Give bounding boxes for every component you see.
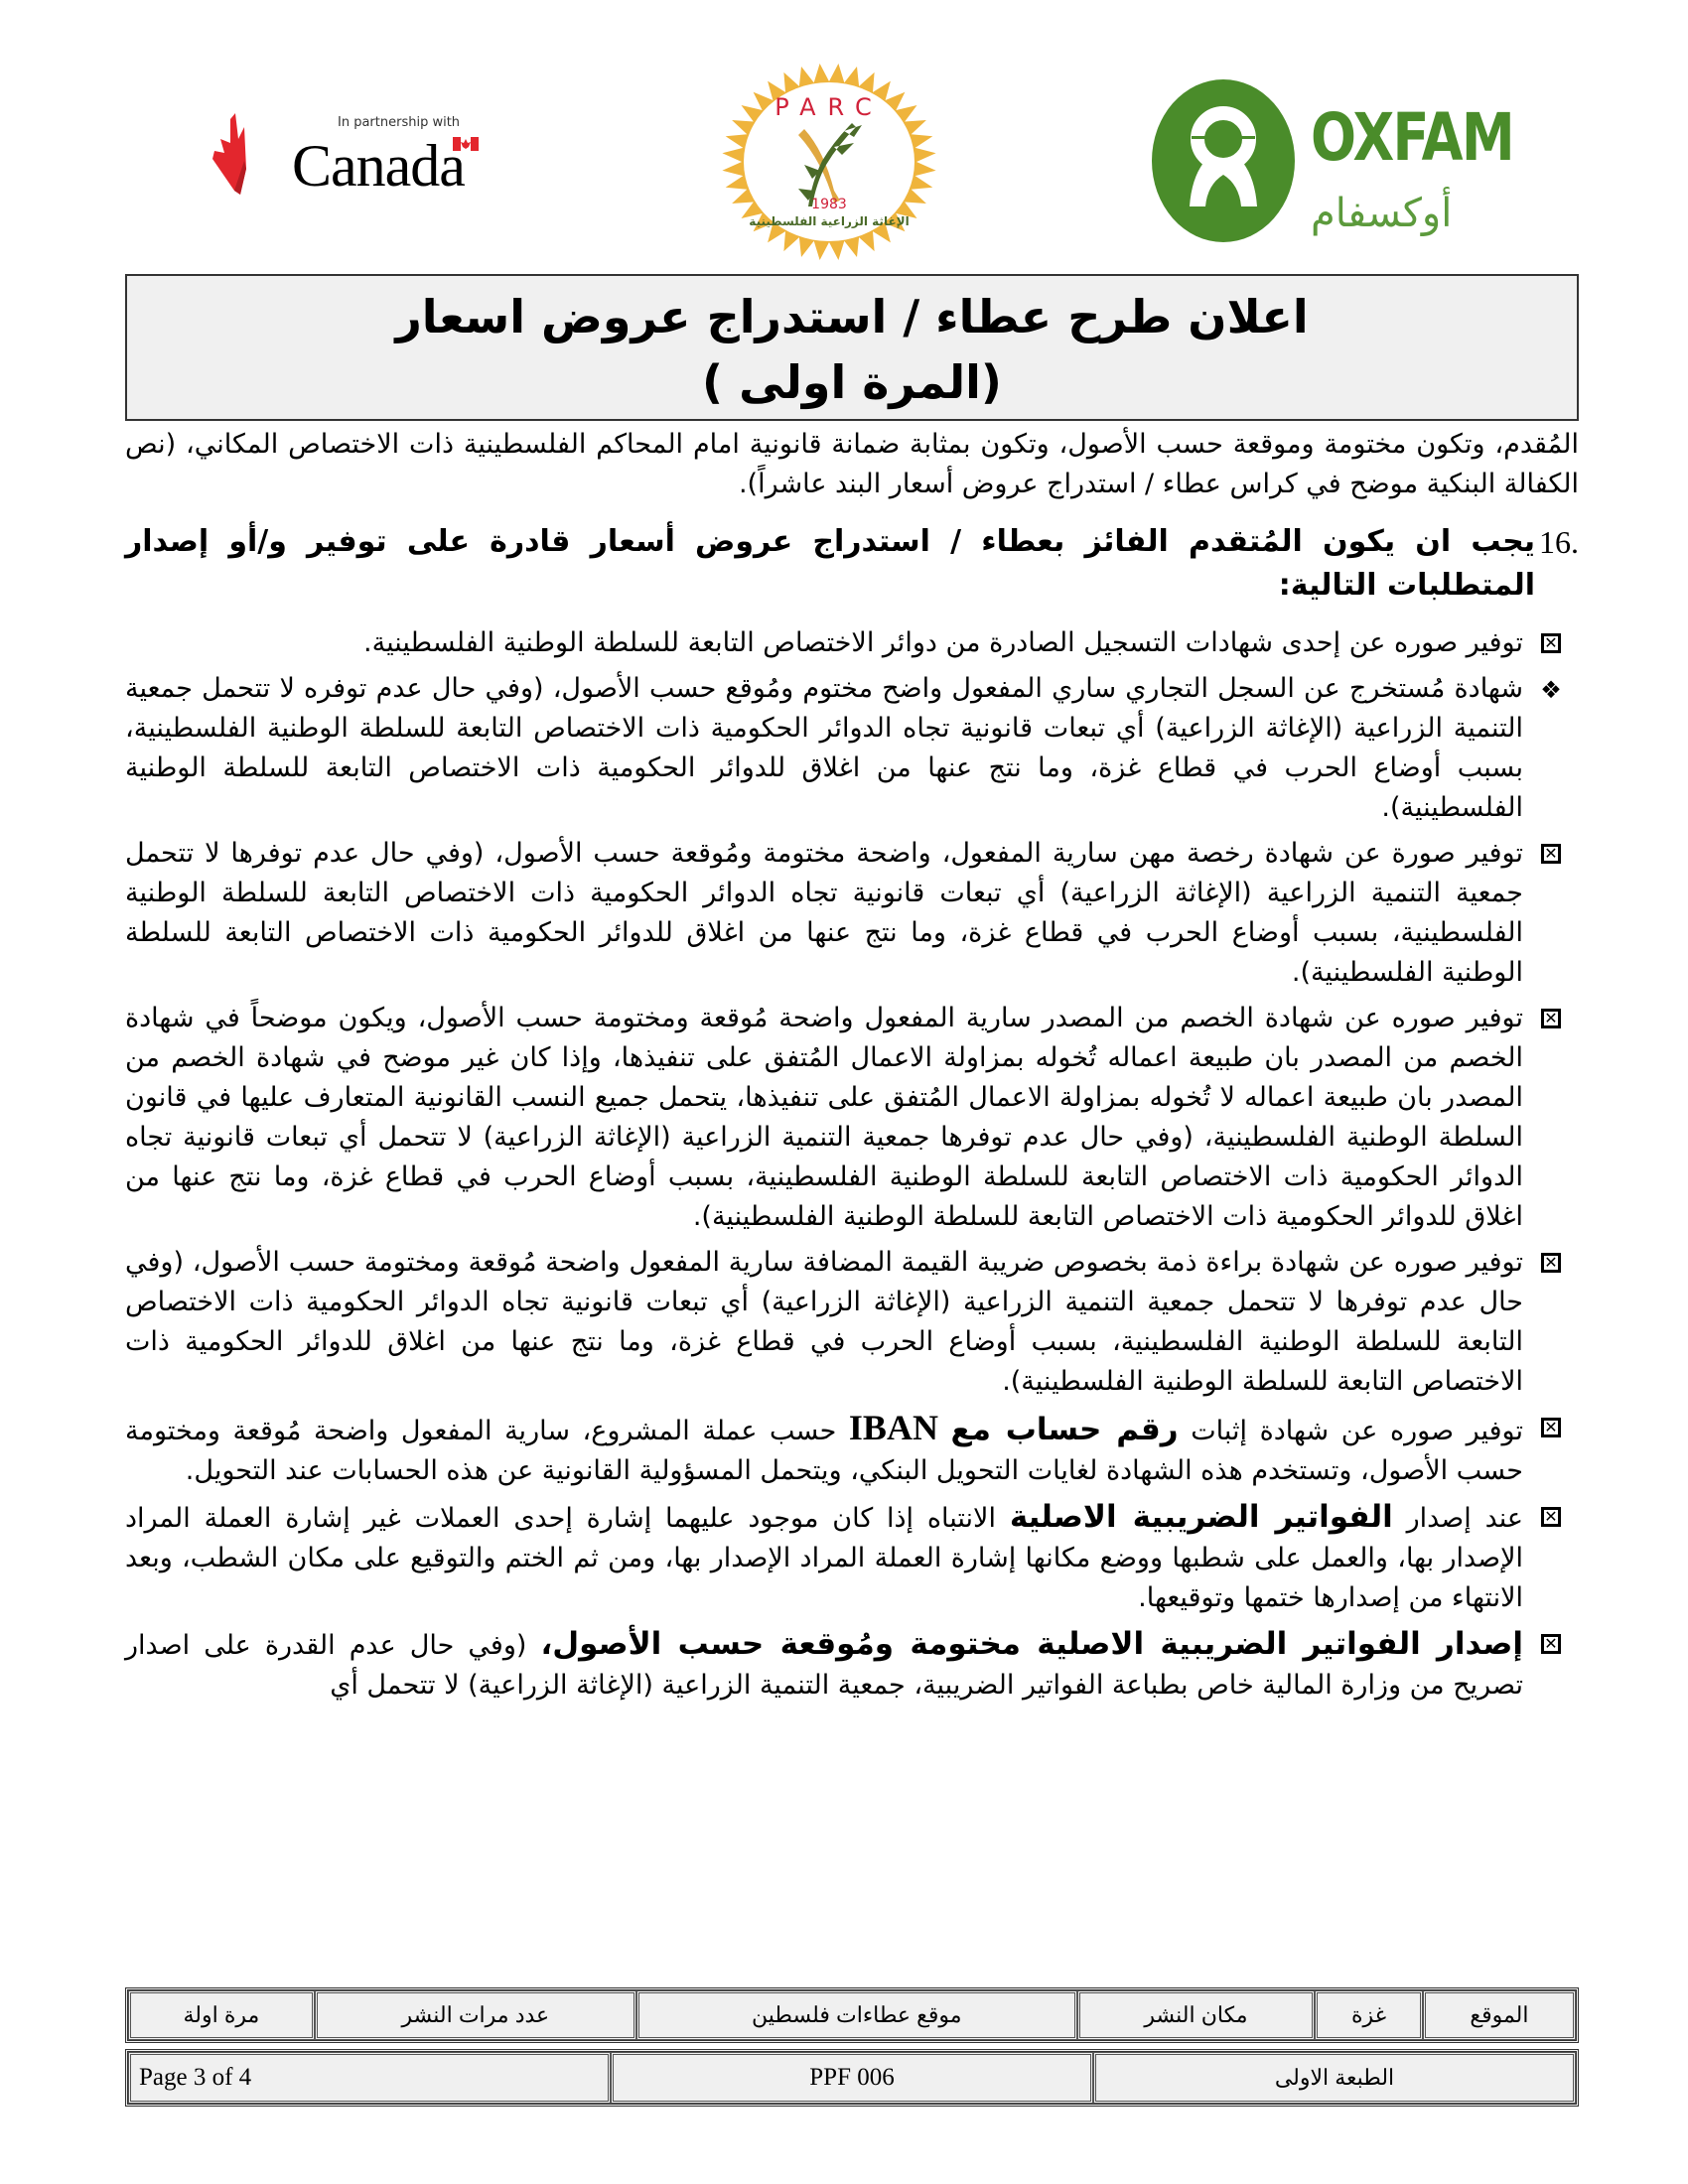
oxfam-wordmark: OXFAM xyxy=(1311,99,1514,176)
oxfam-circle-icon xyxy=(1152,79,1301,248)
section-number: 16. xyxy=(1539,524,1579,560)
footer-cell-publish-place-label: مكان النشر xyxy=(1077,1990,1316,2040)
checkbox-x-icon: ✕ xyxy=(1541,1507,1561,1527)
oxfam-arabic-name: أوكسفام xyxy=(1311,191,1453,236)
requirement-text: توفير صوره عن إحدى شهادات التسجيل الصادرة من دوائر الاختصاص التابعة للسلطة الوطنية الفلسطينية. xyxy=(363,627,1523,658)
requirement-item xyxy=(125,834,1579,993)
footer-cell-publish-count: مرة اولة xyxy=(128,1990,315,2040)
requirement-item xyxy=(125,623,1579,663)
checkbox-x-icon: ✕ xyxy=(1541,1253,1561,1273)
requirement-item xyxy=(125,1243,1579,1402)
bold-segment: الفواتير الضريبية الاصلية xyxy=(1009,1499,1393,1535)
requirement-item xyxy=(125,1624,1579,1706)
footer-cell-location: غزة xyxy=(1315,1990,1423,2040)
checkbox-x-icon: ✕ xyxy=(1541,1634,1561,1654)
requirement-item xyxy=(125,1408,1579,1491)
text-segment: (وفي حال عدم القدرة على اصدار تصريح من وزارة المالية خاص بطباعة الفواتير الضريبية، جمعية التنمية الزراعية (الإغاثة الزراعية) لا تتحمل أي xyxy=(125,1630,1523,1701)
requirement-text xyxy=(125,1497,1523,1618)
requirement-text xyxy=(125,1408,1523,1491)
checkbox-x-icon: ✕ xyxy=(1541,844,1561,864)
requirement-text xyxy=(125,1624,1523,1706)
announcement-title-box xyxy=(125,274,1579,421)
parc-year: 1983 xyxy=(811,197,847,212)
checkbox-x-icon: ✕ xyxy=(1541,1009,1561,1028)
header-logos xyxy=(0,0,1688,268)
page-title: اعلان طرح عطاء / استدراج عروض اسعار xyxy=(395,290,1309,343)
checkbox-x-icon: ✕ xyxy=(1541,633,1561,653)
checkbox-x-icon: ✕ xyxy=(1541,1418,1561,1437)
document-body xyxy=(125,425,1579,1711)
bold-segment: إصدار الفواتير الضريبية الاصلية مختومة ومُوقعة حسب الأصول، xyxy=(540,1626,1523,1662)
diamond-bullet-icon: ❖ xyxy=(1540,676,1562,704)
iban-label: IBAN xyxy=(848,1408,938,1447)
canada-tagline: In partnership with xyxy=(338,115,461,130)
section-heading: يجب ان يكون المُتقدم الفائز بعطاء / استدراج عروض أسعار قادرة على توفير و/أو إصدار المتطلبات التالية: xyxy=(125,524,1535,603)
text-segment: توفير صوره عن شهادة إثبات xyxy=(1178,1416,1523,1446)
parc-arabic-name: الإغاثة الزراعية الفلسطينية xyxy=(749,214,910,228)
parc-logo xyxy=(685,52,973,272)
footer-edition: الطبعة الاولى xyxy=(1093,2052,1576,2104)
parc-acronym: PARC xyxy=(774,93,884,121)
footer-cell-publish-count-label: عدد مرات النشر xyxy=(315,1990,636,2040)
footer-form-code: PPF 006 xyxy=(611,2052,1093,2104)
requirement-text: توفير صوره عن شهادة براءة ذمة بخصوص ضريبة القيمة المضافة سارية المفعول واضحة مُوقعة ومختومة حسب الأصول، (وفي حال عدم توفرها لا تتحمل جمعية التنمية الزراعية (الإغاثة الزراعية) أي تبعات قانونية تجاه الدوائر الحكومية ذات الاختصاص التابعة للسلطة الوطنية الفلسطينية، بسبب أوضاع الحرب في قطاع غزة، وما نتج عنها من اغلاق للدوائر الحكومية ذات الاختصاص التابعة للسلطة الوطنية الفلسطينية). xyxy=(125,1247,1523,1397)
oxfam-logo xyxy=(1152,79,1529,258)
requirement-item xyxy=(125,669,1579,828)
publication-info-table xyxy=(125,1987,1579,2043)
requirement-text: توفير صورة عن شهادة رخصة مهن سارية المفعول، واضحة مختومة ومُوقعة حسب الأصول، (وفي حال عدم توفرها لا تتحمل جمعية التنمية الزراعية (الإغاثة الزراعية) أي تبعات قانونية تجاه الدوائر الحكومية ذات الاختصاص التابعة للسلطة الوطنية الفلسطينية، بسبب أوضاع الحرب في قطاع غزة، وما نتج عنها من اغلاق للدوائر الحكومية ذات الاختصاص التابعة للسلطة الوطنية الفلسطينية). xyxy=(125,838,1523,988)
canada-logo xyxy=(211,99,508,208)
text-segment: حسب عملة المشروع، سارية المفعول واضحة مُوقعة ومختومة حسب الأصول، وتستخدم هذه الشهادة لغايات التحويل البنكي، ويتحمل المسؤولية القانونية عن هذه الحسابات عند التحويل. xyxy=(125,1416,1523,1486)
text-segment: الانتباه إذا كان موجود عليهما إشارة إحدى العملات غير إشارة العملة المراد الإصدار بها، والعمل على شطبها ووضع مكانها إشارة العملة المراد الإصدار بها، ومن ثم الختم والتوقيع على مكان الشطب، وبعد الانتهاء من إصدارها ختمها وتوقيعها. xyxy=(125,1503,1523,1613)
page-footer xyxy=(125,1987,1579,2107)
canada-wordmark: Canada xyxy=(292,133,465,199)
page-subtitle: (المرة اولى ) xyxy=(702,355,1002,409)
section-16 xyxy=(125,520,1579,608)
requirement-text: شهادة مُستخرج عن السجل التجاري ساري المفعول واضح مختوم ومُوقع حسب الأصول، (وفي حال عدم توفره لا تتحمل جمعية التنمية الزراعية (الإغاثة الزراعية) أي تبعات قانونية تجاه الدوائر الحكومية ذات الاختصاص التابعة للسلطة الوطنية الفلسطينية، بسبب أوضاع الحرب في قطاع غزة، وما نتج عنها من اغلاق للدوائر الحكومية ذات الاختصاص التابعة للسلطة الوطنية الفلسطينية). xyxy=(125,673,1523,823)
continuation-paragraph: المُقدم، وتكون مختومة وموقعة حسب الأصول، وتكون بمثابة ضمانة قانونية امام المحاكم الفلسطينية ذات الاختصاص المكاني، (نص الكفالة البنكية موضح في كراس عطاء / استدراج عروض أسعار البند عاشراً). xyxy=(125,429,1579,499)
footer-page-number: Page 3 of 4 xyxy=(128,2052,611,2104)
footer-cell-publish-place: موقع عطاءات فلسطين xyxy=(636,1990,1077,2040)
requirement-item xyxy=(125,999,1579,1237)
requirement-text: توفير صوره عن شهادة الخصم من المصدر سارية المفعول واضحة مُوقعة ومختومة حسب الأصول، ويكون موضحاً في شهادة الخصم من المصدر بان طبيعة اعماله تُخوله بمزاولة الاعمال المُتفق على تنفيذها، وإذا كان غير موضح في شهادة الخصم من المصدر بان طبيعة اعماله لا تُخوله بمزاولة الاعمال المُتفق على تنفيذها، يتحمل جميع النسب القانونية المتعارف عليها في قانون السلطة الوطنية الفلسطينية، (وفي حال عدم توفرها جمعية التنمية الزراعية (الإغاثة الزراعية) لا تتحمل أي تبعات قانونية تجاه الدوائر الحكومية ذات الاختصاص التابعة للسلطة الوطنية الفلسطينية، بسبب أوضاع الحرب في قطاع غزة، وما نتج عنها من اغلاق للدوائر الحكومية ذات الاختصاص التابعة للسلطة الوطنية الفلسطينية). xyxy=(125,1003,1523,1232)
text-segment: عند إصدار xyxy=(1392,1503,1523,1534)
sun-emblem-icon xyxy=(685,52,973,272)
requirement-item xyxy=(125,1497,1579,1618)
bold-segment: رقم حساب مع xyxy=(950,1412,1179,1447)
footer-cell-location-label: الموقع xyxy=(1423,1990,1576,2040)
document-info-table xyxy=(125,2049,1579,2107)
